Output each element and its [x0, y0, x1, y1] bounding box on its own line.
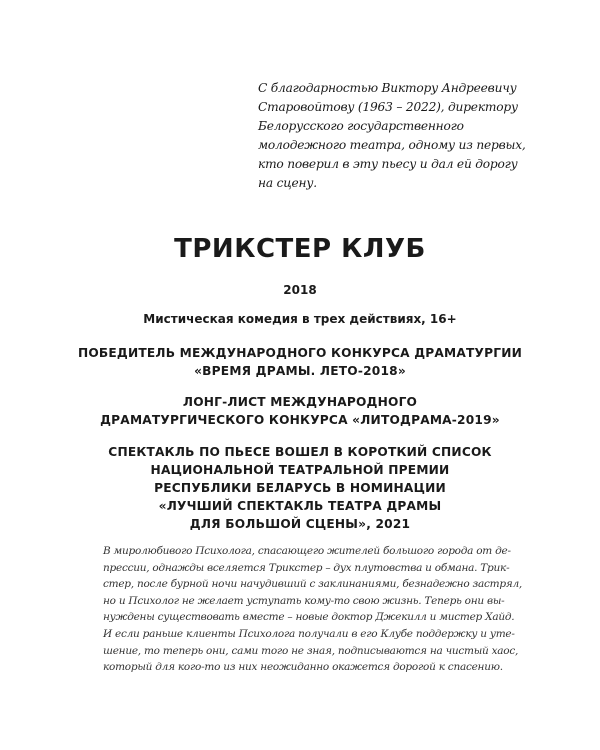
- play-subtitle: Мистическая комедия в трех действиях, 16+: [143, 312, 457, 326]
- award-short-list: [60, 443, 540, 533]
- award-line: ПОБЕДИТЕЛЬ МЕЖДУНАРОДНОГО КОНКУРСА ДРАМАТУРГИИ: [77, 346, 523, 360]
- play-summary: [103, 543, 523, 676]
- summary-line: но и Психолог не желает уступать кому-то свою жизнь. Теперь они вы-: [103, 594, 505, 607]
- award-line: ДРАМАТУРГИЧЕСКОГО КОНКУРСА «ЛИТОДРАМА-2019»: [100, 413, 500, 427]
- award-line: «ВРЕМЯ ДРАМЫ. ЛЕТО-2018»: [194, 364, 406, 378]
- award-line: ДЛЯ БОЛЬШОЙ СЦЕНЫ», 2021: [189, 517, 411, 531]
- summary-line: нуждены существовать вместе – новые доктор Джекилл и мистер Хайд.: [103, 611, 515, 624]
- play-year: 2018: [283, 283, 317, 297]
- summary-line: шение, то теперь они, сами того не зная, подписываются на чистый хаос,: [103, 644, 519, 657]
- dedication-line: молодежного театра, одному из первых,: [258, 138, 526, 152]
- award-line: ЛОНГ-ЛИСТ МЕЖДУНАРОДНОГО: [182, 395, 418, 409]
- award-line: НАЦИОНАЛЬНОЙ ТЕАТРАЛЬНОЙ ПРЕМИИ: [150, 463, 450, 477]
- dedication-line: Старовойтову (1963 – 2022), директору: [258, 100, 518, 114]
- dedication-line: С благодарностью Виктору Андреевичу: [258, 81, 517, 95]
- summary-line: В миролюбивого Психолога, спасающего жителей большого города от де-: [103, 545, 511, 557]
- award-contest-winner: [60, 344, 540, 380]
- summary-line: прессии, однажды вселяется Трикстер – дух плутовства и обмана. Трик-: [103, 561, 510, 574]
- dedication-line: Белорусского государственного: [258, 119, 464, 133]
- summary-line: стер, после бурной ночи начудивший с заклинаниями, безнадежно застрял,: [103, 578, 523, 591]
- award-line: РЕСПУБЛИКИ БЕЛАРУСЬ В НОМИНАЦИИ: [154, 481, 446, 495]
- summary-line: И если раньше клиенты Психолога получали в его Клубе поддержку и уте-: [103, 627, 515, 640]
- award-line: «ЛУЧШИЙ СПЕКТАКЛЬ ТЕАТРА ДРАМЫ: [158, 499, 442, 513]
- award-long-list: [60, 393, 540, 429]
- play-title: ТРИКСТЕР КЛУБ: [174, 234, 426, 264]
- summary-line: который для кого-то из них неожиданно окажется дорогой к спасению.: [103, 661, 503, 674]
- dedication: [258, 79, 558, 193]
- dedication-line: на сцену.: [258, 176, 317, 190]
- dedication-line: кто поверил в эту пьесу и дал ей дорогу: [258, 157, 518, 171]
- award-line: СПЕКТАКЛЬ ПО ПЬЕСЕ ВОШЕЛ В КОРОТКИЙ СПИСОК: [108, 445, 492, 459]
